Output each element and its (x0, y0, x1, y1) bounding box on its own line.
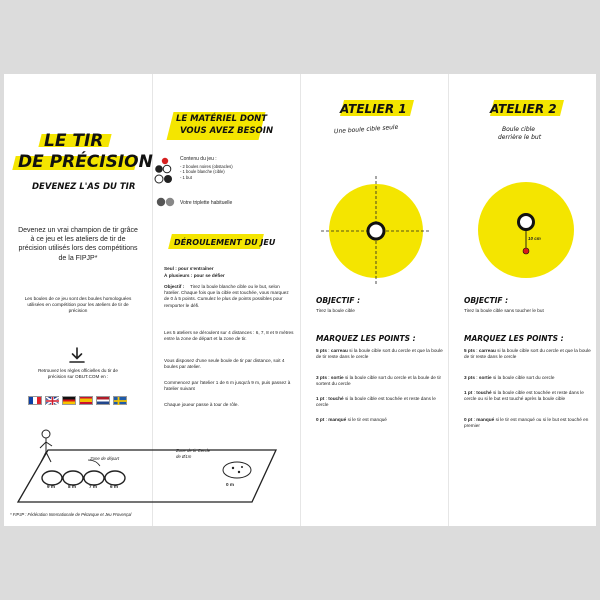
flag-gb-icon[interactable] (45, 396, 59, 405)
points-row-0: 0 pt : manqué si le tir est manqué ou si le but est touché en premier (464, 417, 589, 429)
atelier-1-title: ATELIER 1 (340, 102, 407, 116)
objective-text: Tirez la boule cible sans toucher le but (464, 308, 544, 313)
objective-text: Tirez la boule blanche cible ou le but, selon l'atelier. Chaque fois que la cible est touchée, vous marquez de 0 à 5 points. Cumulez le plus de points possibles pour remporter le défi. (164, 284, 289, 308)
download-icon[interactable] (68, 346, 86, 364)
footnote: * FIPJP : Fédération Internationale de Pétanque et Jeu Provençal (10, 512, 132, 517)
flag-de-icon[interactable] (62, 396, 76, 405)
contents-item: - 2 boules noires (obstacles) (180, 164, 233, 169)
workshops-text: Les 5 ateliers se déroulent sur 4 distances : 6, 7, 8 et 9 mètres entre la zone de départ et la zone de tir. (164, 330, 294, 342)
objective-label: OBJECTIF : (464, 296, 509, 305)
points-row-5: 5 pts : carreau si la boule cible sort du cercle et que la boule de tir reste dans le cercle (464, 348, 591, 360)
title-line-1: LE TIR (44, 131, 104, 151)
materiel-heading-line-1: LE MATÉRIEL DONT (176, 114, 268, 124)
atelier-2-subtitle-line-1: Boule cible (502, 126, 535, 133)
materiel-heading-line-2: VOUS AVEZ BESOIN (180, 126, 274, 136)
fold-line (448, 74, 449, 526)
distance-label: 7 m (89, 484, 97, 489)
points-label: MARQUEZ LES POINTS : (316, 334, 416, 343)
atelier-2-title: ATELIER 2 (490, 102, 557, 116)
target-crosshair (319, 174, 433, 288)
atelier-2-subtitle-line-2: derrière le but (498, 134, 542, 141)
alone-text: Seul : pour s'entraîner (164, 266, 214, 271)
zone-depart-label: Zone de départ (90, 456, 120, 461)
homologated-text: Les boules de ce jeu sont des boules homologuées utilisées en compétition pour les ateliers de tir de précision (24, 296, 132, 314)
deroulement-heading: DÉROULEMENT DU JEU (174, 238, 276, 247)
distance-label: 9 m (47, 484, 55, 489)
flag-nl-icon[interactable] (96, 396, 110, 405)
contents-item: - 1 boule blanche (cible) (180, 169, 225, 175)
fold-line (300, 74, 301, 526)
points-row-1: 1 pt : touché si la boule cible est touchée et reste dans le cercle ou si le but est touché après la boule cible (464, 390, 584, 402)
contents-item: - 1 but (180, 174, 192, 180)
start-order-text: Commencez par l'atelier 1 de 6 m jusqu'à 9 m, puis passez à l'atelier suivant (164, 380, 291, 392)
distance-label: 6 m (110, 484, 118, 489)
brochure-sheet (4, 74, 596, 526)
flag-es-icon[interactable] (79, 396, 93, 405)
objective-label: Objectif : (164, 284, 185, 289)
points-label: MARQUEZ LES POINTS : (464, 334, 564, 343)
zone-tir-label: Zone de tir Cercle de Ø1m (176, 448, 211, 459)
flag-fr-icon[interactable] (28, 396, 42, 405)
language-flags (28, 396, 128, 405)
turn-text: Chaque joueur passe à tour de rôle. (164, 402, 239, 407)
flag-se-icon[interactable] (113, 396, 127, 405)
contents-title: Contenu du jeu : (180, 156, 217, 162)
several-text: À plusieurs : pour se défier (164, 272, 225, 278)
atelier-1-subtitle: Une boule cible seule (333, 123, 399, 136)
triplet-text: Votre triplette habituelle (180, 200, 233, 206)
objective-text: Tirez la boule cible (316, 308, 355, 313)
intro-text: Devenez un vrai champion de tir grâce à ce jeu et les ateliers de tir de précision utilisés lors des compétitions de la FIPJP* (18, 227, 138, 262)
rules-link-text[interactable]: Retrouvez les règles officielles du tir de précision sur OBUT.COM en : (38, 368, 118, 379)
boules-icon (154, 156, 176, 186)
field-diagram (12, 420, 284, 508)
target-and-jack (512, 210, 542, 260)
distance-label: 8 m (68, 484, 76, 489)
zero-m-label: 0 m (226, 482, 234, 487)
distance-label: 10 cm (528, 236, 541, 241)
triplet-boules-icon (156, 196, 176, 208)
subtitle: DEVENEZ L'AS DU TIR (32, 182, 136, 192)
points-row-5: 5 pts : carreau si la boule cible sort du cercle et que la boule de tir reste dans le cercle (316, 348, 443, 360)
points-row-0: 0 pt : manqué si le tir est manqué (316, 417, 387, 422)
points-row-3: 3 pts : sortie si la boule cible sort du cercle et la boule de tir sortent du cercle (316, 375, 442, 387)
title-line-2: DE PRÉCISION (18, 152, 153, 172)
objective-label: OBJECTIF : (316, 296, 361, 305)
points-row-1: 1 pt : touché si la boule cible est touchée et reste dans le cercle (316, 396, 436, 408)
points-row-3: 3 pts : sortie si la boule cible sort du cercle (464, 375, 555, 380)
boules-per-distance-text: Vous disposez d'une seule boule de tir par distance, soit 4 boules par atelier. (164, 358, 285, 370)
